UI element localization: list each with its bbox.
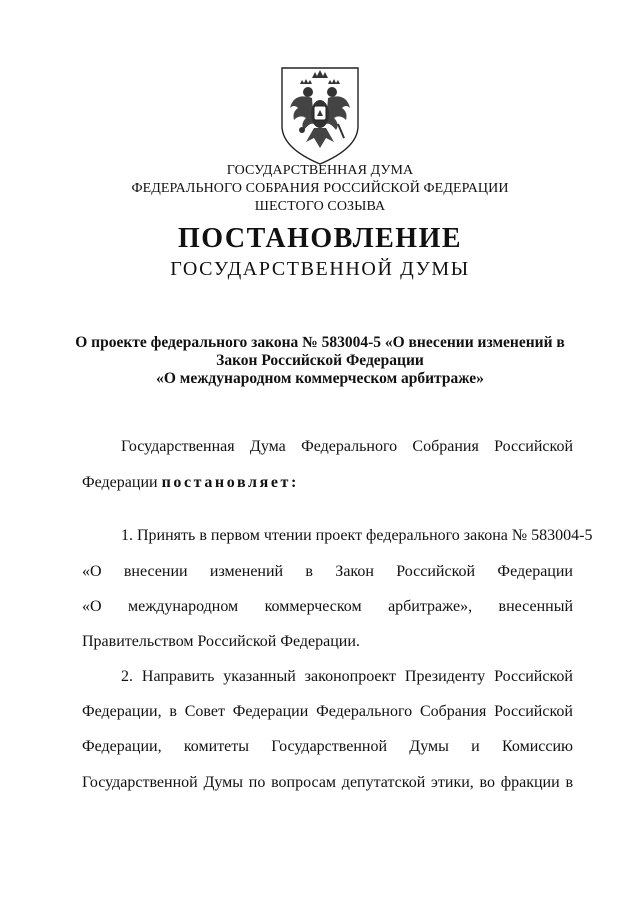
document-subtitle: ГОСУДАРСТВЕННОЙ ДУМЫ	[170, 258, 470, 280]
paragraph-2-line-1: 2. Направить указанный законопроект Президенту Российской	[121, 668, 573, 685]
header-line-1: ГОСУДАРСТВЕННАЯ ДУМА	[226, 163, 414, 178]
subject-line-2: Закон Российской Федерации	[216, 352, 424, 369]
paragraph-2-line-3: Федерации, комитеты Государственной Думы и Комиссию	[82, 738, 573, 755]
document-title: ПОСТАНОВЛЕНИЕ	[177, 223, 463, 254]
paragraph-2-line-4: Государственной Думы по вопросам депутатской этики, во фракции в	[82, 774, 573, 791]
paragraph-2-line-2: Федерации, в Совет Федерации Федерального Собрания Российской	[82, 703, 573, 720]
coat-of-arms-icon	[276, 64, 364, 168]
paragraph-1-line-1: 1. Принять в первом чтении проект федерального закона № 583004-5	[121, 527, 593, 544]
subject-line-3: «О международном коммерческом арбитраже»	[156, 370, 484, 387]
header-line-2: ФЕДЕРАЛЬНОГО СОБРАНИЯ РОССИЙСКОЙ ФЕДЕРАЦИИ	[131, 181, 509, 196]
intro-line-2	[82, 474, 299, 492]
paragraph-1-line-3: «О международном коммерческом арбитраже», внесенный	[82, 598, 573, 615]
intro-resolves-text: постановляет:	[161, 474, 299, 491]
paragraph-1-line-2: «О внесении изменений в Закон Российской Федерации	[82, 563, 573, 580]
header-line-3: ШЕСТОГО СОЗЫВА	[254, 199, 386, 214]
intro-line-1: Государственная Дума Федерального Собрания Российской	[121, 438, 573, 455]
subject-line-1: О проекте федерального закона № 583004-5 «О внесении изменений в	[75, 334, 565, 351]
paragraph-1-line-4: Правительством Российской Федерации.	[82, 633, 360, 650]
intro-federation-text: Федерации	[82, 474, 162, 491]
